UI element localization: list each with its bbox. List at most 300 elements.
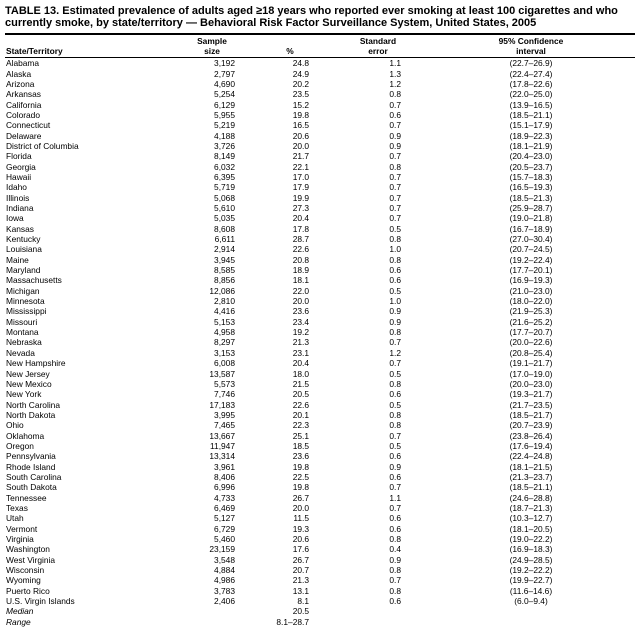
cell-sample-size: 5,035 [214,213,235,224]
cell-standard-error: 0.8 [389,585,401,596]
cell-state: Louisiana [6,244,42,255]
cell-sample-size: 8,149 [214,151,235,162]
table-row [5,524,635,534]
cell-standard-error: 1.3 [389,68,401,79]
cell-sample-size [173,617,251,627]
cell-state: Iowa [6,213,24,224]
cell-state: Missouri [6,316,38,327]
cell-standard-error: 0.9 [389,316,401,327]
table-row [5,493,635,503]
cell-percent: 18.9 [292,265,309,276]
cell-standard-error: 0.9 [389,554,401,565]
table-row [5,151,635,161]
cell-confidence-interval: (21.0–23.0) [509,285,553,296]
cell-percent: 20.0 [292,502,309,513]
cell-state: Massachusetts [6,275,62,286]
cell-percent: 28.7 [292,234,309,245]
cell-standard-error: 1.0 [389,244,401,255]
table-row [5,286,635,296]
cell-state: Arizona [6,78,35,89]
table-row [5,296,635,306]
table-row [5,379,635,389]
column-header-sample-size [173,34,251,58]
cell-sample-size: 2,810 [214,296,235,307]
cell-sample-size: 11,947 [210,440,235,451]
column-header-state [5,34,173,58]
cell-percent: 20.2 [292,78,309,89]
cell-sample-size: 4,884 [214,565,235,576]
cell-percent: 17.0 [292,171,309,182]
cell-state: Minnesota [6,296,45,307]
cell-state: West Virginia [6,554,56,565]
table-row [5,100,635,110]
cell-sample-size: 6,032 [214,161,235,172]
cell-percent: 22.1 [292,161,309,172]
cell-sample-size: 23,159 [209,544,235,555]
cell-confidence-interval: (19.0–21.8) [509,213,553,224]
cell-percent: 13.1 [292,585,309,596]
table-row [5,327,635,337]
cell-standard-error: 0.6 [389,109,401,120]
cell-percent: 20.6 [292,130,309,141]
cell-sample-size: 13,667 [209,430,235,441]
column-header-confidence-interval [427,34,635,58]
cell-sample-size: 13,587 [209,368,235,379]
cell-confidence-interval: (20.5–23.7) [509,161,553,172]
cell-confidence-interval [427,606,635,616]
cell-standard-error: 0.7 [389,337,401,348]
cell-state: Maine [6,254,29,265]
cell-sample-size: 5,153 [214,316,235,327]
cell-confidence-interval: (19.3–21.7) [509,389,553,400]
cell-standard-error: 0.5 [389,368,401,379]
cell-confidence-interval: (17.0–19.0) [509,368,553,379]
cell-confidence-interval: (18.5–21.7) [509,409,553,420]
cell-standard-error [329,606,427,616]
cell-state: District of Columbia [6,140,79,151]
cell-sample-size: 6,611 [214,234,235,245]
cell-standard-error: 0.6 [389,513,401,524]
cell-sample-size: 8,585 [214,265,235,276]
cell-state: South Carolina [6,471,62,482]
column-header-percent [251,34,329,58]
cell-state: Maryland [6,265,41,276]
cell-standard-error: 0.7 [389,151,401,162]
cell-confidence-interval: (16.9–19.3) [509,275,553,286]
cell-confidence-interval: (17.7–20.1) [509,265,553,276]
cell-sample-size: 6,729 [214,523,235,534]
cell-standard-error: 0.8 [389,409,401,420]
cell-percent: 26.7 [292,554,309,565]
cell-percent: 18.1 [292,275,309,286]
column-header-label: % [286,45,294,56]
table-row [5,213,635,223]
cell-percent: 22.0 [292,285,309,296]
cell-percent: 15.2 [292,99,309,110]
cell-confidence-interval: (21.7–23.5) [509,399,553,410]
cell-percent: 21.5 [292,378,309,389]
cell-sample-size: 4,416 [214,306,235,317]
cell-state: Virginia [6,534,34,544]
cell-state: Washington [6,544,50,555]
cell-confidence-interval: (13.9–16.5) [509,99,553,110]
table-row [5,337,635,347]
cell-confidence-interval: (16.9–18.3) [509,544,553,555]
column-header-standard-error [329,34,427,58]
table-row [5,244,635,254]
table-row [5,141,635,151]
table-row [5,306,635,316]
cell-standard-error: 0.8 [389,89,401,100]
cell-sample-size: 2,797 [214,68,235,79]
table-row [5,110,635,120]
cell-confidence-interval: (18.1–21.5) [509,461,553,472]
table-row [5,224,635,234]
cell-standard-error: 1.2 [389,78,401,89]
cell-sample-size: 6,395 [214,171,235,182]
table-row [5,203,635,213]
cell-percent: 22.3 [292,420,309,431]
column-header-label: Sample [197,36,227,46]
cell-state: Median [6,606,34,617]
cell-percent: 20.4 [292,358,309,369]
cell-state: Arkansas [6,89,41,100]
cell-state: Nebraska [6,337,42,348]
cell-percent: 18.5 [292,440,309,451]
cell-sample-size: 6,469 [214,502,235,513]
cell-state: Vermont [6,523,38,534]
cell-standard-error: 0.8 [389,161,401,172]
prevalence-table [5,33,635,627]
cell-percent: 20.6 [292,534,309,544]
column-header-label: interval [516,45,546,56]
cell-confidence-interval: (20.0–23.0) [509,378,553,389]
cell-standard-error: 0.8 [389,254,401,265]
table-row [5,193,635,203]
cell-sample-size: 8,608 [214,223,235,234]
cell-standard-error: 0.6 [389,265,401,276]
cell-confidence-interval: (19.2–22.2) [509,565,553,576]
cell-percent: 23.5 [292,89,309,100]
cell-state: California [6,99,42,110]
cell-standard-error: 0.5 [389,440,401,451]
table-row [5,596,635,606]
cell-confidence-interval: (22.4–24.8) [509,451,553,462]
summary-row [5,606,635,616]
cell-sample-size: 3,783 [214,585,235,596]
column-header-label: error [368,45,388,56]
cell-sample-size: 13,314 [209,451,235,462]
table-row [5,234,635,244]
cell-percent: 17.9 [292,182,309,193]
cell-state: Michigan [6,285,40,296]
cell-standard-error: 0.8 [389,565,401,576]
cell-percent: 22.5 [292,471,309,482]
cell-confidence-interval: (23.8–26.4) [509,430,553,441]
cell-state: Nevada [6,347,35,358]
cell-confidence-interval: (11.6–14.6) [509,585,553,596]
cell-confidence-interval: (18.1–21.9) [509,140,553,151]
table-row [5,420,635,430]
table-body [5,58,635,627]
table-row [5,317,635,327]
cell-sample-size: 4,690 [214,78,235,89]
cell-percent: 21.3 [292,575,309,586]
cell-percent: 23.6 [292,451,309,462]
table-row [5,503,635,513]
cell-state: Mississippi [6,306,47,317]
cell-state: New York [6,389,42,400]
cell-percent: 8.1–28.7 [276,616,309,627]
cell-state: Idaho [6,182,27,193]
cell-standard-error: 0.8 [389,534,401,544]
header-row [5,34,635,58]
cell-percent: 20.7 [292,565,309,576]
cell-sample-size: 12,086 [209,285,235,296]
cell-sample-size: 5,127 [214,513,235,524]
cell-state: Ohio [6,420,24,431]
column-header-label: Standard [359,36,397,46]
cell-sample-size: 3,961 [214,461,235,472]
cell-sample-size: 3,192 [214,58,235,69]
cell-standard-error: 0.7 [389,192,401,203]
cell-percent: 27.3 [292,203,309,213]
cell-confidence-interval: (20.7–24.5) [509,244,553,255]
cell-sample-size: 6,008 [214,358,235,369]
cell-sample-size: 5,719 [214,182,235,193]
cell-sample-size: 3,726 [214,140,235,151]
cell-confidence-interval: (22.0–25.0) [509,89,553,100]
cell-state: Texas [6,502,28,513]
cell-standard-error: 0.7 [389,430,401,441]
cell-percent: 19.2 [292,327,309,338]
cell-standard-error: 0.7 [389,171,401,182]
cell-state: New Hampshire [6,358,66,369]
cell-confidence-interval: (21.3–23.7) [509,471,553,482]
table-row [5,89,635,99]
table-row [5,120,635,130]
cell-sample-size: 5,254 [214,89,235,100]
column-header-label: State/Territory [6,45,63,56]
cell-state: North Carolina [6,399,60,410]
cell-confidence-interval: (20.0–22.6) [509,337,553,348]
cell-state: Kansas [6,223,34,234]
cell-standard-error: 0.9 [389,461,401,472]
table-row [5,58,635,69]
cell-standard-error: 0.7 [389,575,401,586]
table-row [5,348,635,358]
table-row [5,575,635,585]
table-title: TABLE 13. Estimated prevalence of adults aged ≥18 years who reported ever smoking at least 100 cigarettes and who currently smoke, by state/territory — Behavioral Risk Factor Surveillance System, United States, 2005 [5,5,618,29]
cell-sample-size: 8,406 [214,471,235,482]
table-row [5,275,635,285]
cell-state: Alaska [6,68,32,79]
cell-sample-size: 7,746 [214,389,235,400]
cell-confidence-interval: (19.0–22.2) [509,534,553,544]
cell-state: Wyoming [6,575,41,586]
cell-state: Alabama [6,58,40,69]
cell-confidence-interval: (15.7–18.3) [509,171,553,182]
cell-standard-error: 0.4 [389,544,401,555]
cell-state: Illinois [6,192,30,203]
table-row [5,586,635,596]
cell-percent: 20.4 [292,213,309,224]
cell-standard-error: 0.9 [389,306,401,317]
cell-percent: 18.0 [292,368,309,379]
cell-confidence-interval: (19.1–21.7) [509,358,553,369]
cell-confidence-interval: (17.6–19.4) [509,440,553,451]
cell-percent: 19.3 [292,523,309,534]
cell-state: Utah [6,513,24,524]
cell-confidence-interval: (16.5–19.3) [509,182,553,193]
cell-percent: 23.4 [292,316,309,327]
cell-confidence-interval: (16.7–18.9) [509,223,553,234]
table-row [5,441,635,451]
cell-sample-size: 3,995 [214,409,235,420]
table-row [5,389,635,399]
cell-sample-size: 6,996 [214,482,235,493]
column-header-label: size [204,45,220,56]
summary-row [5,617,635,627]
cell-standard-error: 0.8 [389,327,401,338]
cell-confidence-interval: (20.7–23.9) [509,420,553,431]
cell-confidence-interval: (27.0–30.4) [509,234,553,245]
cell-sample-size: 2,914 [214,244,235,255]
cell-standard-error: 0.5 [389,399,401,410]
cell-state: Rhode Island [6,461,56,472]
cell-sample-size: 2,406 [214,596,235,607]
cell-percent: 20.0 [292,296,309,307]
cell-sample-size: 6,129 [214,99,235,110]
cell-confidence-interval: (25.9–28.7) [509,203,553,213]
table-row [5,451,635,461]
cell-confidence-interval: (18.1–20.5) [509,523,553,534]
cell-standard-error: 1.1 [389,492,401,503]
table-row [5,482,635,492]
cell-sample-size [173,606,251,616]
cell-confidence-interval: (15.1–17.9) [509,120,553,131]
cell-standard-error: 0.5 [389,285,401,296]
cell-confidence-interval: (20.4–23.0) [509,151,553,162]
cell-sample-size: 5,460 [214,534,235,544]
cell-standard-error: 0.7 [389,358,401,369]
cell-confidence-interval: (19.2–22.4) [509,254,553,265]
cell-confidence-interval [427,617,635,627]
cell-percent: 21.7 [292,151,309,162]
cell-percent: 19.8 [292,109,309,120]
cell-standard-error: 0.7 [389,203,401,213]
cell-confidence-interval: (17.7–20.7) [509,327,553,338]
cell-sample-size: 3,548 [214,554,235,565]
cell-sample-size: 5,955 [214,109,235,120]
cell-standard-error: 0.7 [389,99,401,110]
cell-confidence-interval: (22.7–26.9) [509,58,553,69]
table-row [5,182,635,192]
table-row [5,565,635,575]
cell-confidence-interval: (18.0–22.0) [509,296,553,307]
cell-percent: 20.5 [292,606,309,617]
cell-state: Oregon [6,440,34,451]
cell-confidence-interval: (18.9–22.3) [509,130,553,141]
cell-sample-size: 3,153 [214,347,235,358]
table-row [5,255,635,265]
cell-state: South Dakota [6,482,57,493]
cell-standard-error: 0.6 [389,389,401,400]
cell-percent: 19.8 [292,482,309,493]
cell-sample-size: 4,188 [214,130,235,141]
cell-standard-error: 0.7 [389,213,401,224]
cell-percent: 25.1 [292,430,309,441]
cell-state: Kentucky [6,234,41,245]
cell-state: Tennessee [6,492,47,503]
cell-confidence-interval: (24.6–28.8) [509,492,553,503]
cell-state: Florida [6,151,32,162]
cell-standard-error: 0.6 [389,523,401,534]
cell-sample-size: 8,856 [214,275,235,286]
cell-sample-size: 5,068 [214,192,235,203]
cell-percent: 20.1 [292,409,309,420]
cell-standard-error: 0.9 [389,140,401,151]
table-row [5,400,635,410]
column-header-label: 95% Confidence [498,36,564,46]
cell-sample-size: 4,958 [214,327,235,338]
table-row [5,555,635,565]
cell-standard-error [329,617,427,627]
cell-standard-error: 0.8 [389,234,401,245]
cell-percent: 17.8 [292,223,309,234]
cell-sample-size: 5,610 [214,203,235,213]
cell-standard-error: 0.7 [389,482,401,493]
cell-percent: 16.5 [292,120,309,131]
cell-sample-size: 8,297 [214,337,235,348]
cell-standard-error: 0.5 [389,223,401,234]
cell-percent: 24.8 [292,58,309,69]
cell-state: Montana [6,327,39,338]
cell-sample-size: 5,219 [214,120,235,131]
cell-standard-error: 0.6 [389,275,401,286]
cell-confidence-interval: (17.8–22.6) [509,78,553,89]
cell-percent: 8.1 [297,596,309,607]
table-row [5,162,635,172]
cell-confidence-interval: (22.4–27.4) [509,68,553,79]
cell-percent: 17.6 [292,544,309,555]
cell-confidence-interval: (18.5–21.1) [509,109,553,120]
cell-confidence-interval: (18.5–21.1) [509,482,553,493]
cell-percent: 21.3 [292,337,309,348]
table-row [5,534,635,544]
cell-percent: 26.7 [292,492,309,503]
cell-standard-error: 0.8 [389,378,401,389]
cell-state: Puerto Rico [6,585,50,596]
cell-state: New Jersey [6,368,50,379]
cell-state: U.S. Virgin Islands [6,596,75,607]
table-row [5,172,635,182]
cell-standard-error: 0.7 [389,502,401,513]
cell-percent: 23.6 [292,306,309,317]
cell-percent: 23.1 [292,347,309,358]
cell-confidence-interval: (24.9–28.5) [509,554,553,565]
cell-state: Range [6,616,31,627]
cell-confidence-interval: (19.9–22.7) [509,575,553,586]
cell-standard-error: 1.1 [389,58,401,69]
table-row [5,79,635,89]
cell-confidence-interval: (21.9–25.3) [509,306,553,317]
cell-state: New Mexico [6,378,52,389]
cell-percent: 24.9 [292,68,309,79]
cell-confidence-interval: (21.6–25.2) [509,316,553,327]
cell-state: Colorado [6,109,40,120]
table-row [5,431,635,441]
